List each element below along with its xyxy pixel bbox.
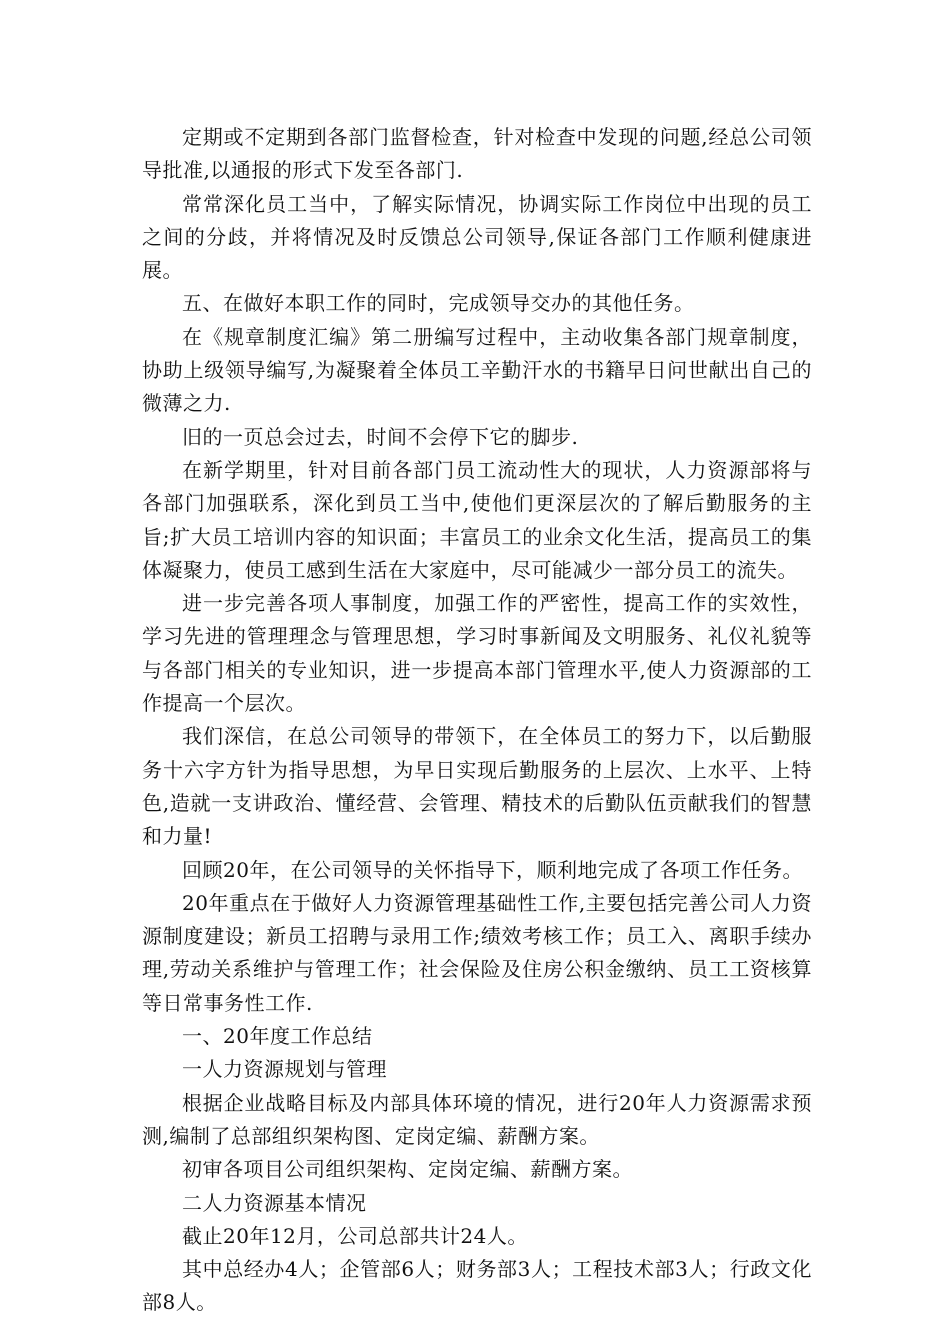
paragraph-section-five: 五、在做好本职工作的同时，完成领导交办的其他任务。	[182, 291, 695, 316]
paragraph-regulations-compilation: 在《规章制度汇编》第二册编写过程中，主动收集各部门规章制度，协助上级领导编写,为凝聚着全体员工辛勤汗水的书籍早日问世献出自己的微薄之力.	[142, 324, 812, 416]
paragraph-initial-review: 初审各项目公司组织架构、定岗定编、薪酬方案。	[182, 1157, 633, 1182]
paragraph-old-page: 旧的一页总会过去，时间不会停下它的脚步.	[182, 424, 579, 449]
paragraph-inspection: 定期或不定期到各部门监督检查，针对检查中发现的问题,经总公司领导批准,以通报的形式下发至各部门.	[142, 125, 812, 183]
heading-hr-planning: 一人力资源规划与管理	[182, 1057, 387, 1082]
paragraph-headcount-total: 截止20年12月，公司总部共计24人。	[182, 1223, 528, 1248]
paragraph-key-work: 20年重点在于做好人力资源管理基础性工作,主要包括完善公司人力资源制度建设；新员工招聘与录用工作;绩效考核工作；员工入、离职手续办理,劳动关系维护与管理工作；社会保险及住房公积金缴纳、员工工资核算等日常事务性工作.	[142, 890, 812, 1015]
paragraph-new-semester: 在新学期里，针对目前各部门员工流动性大的现状，人力资源部将与各部门加强联系，深化到员工当中,使他们更深层次的了解后勤服务的主旨;扩大员工培训内容的知识面；丰富员工的业余文化生活，提高员工的集体凝聚力，使员工感到生活在大家庭中，尽可能减少一部分员工的流失。	[142, 457, 812, 582]
document-body	[142, 121, 812, 1320]
paragraph-employee-coordination: 常常深化员工当中，了解实际情况，协调实际工作岗位中出现的员工之间的分歧，并将情况及时反馈总公司领导,保证各部门工作顺利健康进展。	[142, 191, 812, 283]
paragraph-personnel-system: 进一步完善各项人事制度，加强工作的严密性，提高工作的实效性，学习先进的管理理念与管理思想，学习时事新闻及文明服务、礼仪礼貌等与各部门相关的专业知识，进一步提高本部门管理水平,使人力资源部的工作提高一个层次。	[142, 591, 812, 716]
paragraph-headcount-breakdown: 其中总经办4人；企管部6人；财务部3人；工程技术部3人；行政文化部8人。	[142, 1257, 812, 1315]
paragraph-demand-forecast: 根据企业战略目标及内部具体环境的情况，进行20年人力资源需求预测,编制了总部组织架构图、定岗定编、薪酬方案。	[142, 1090, 812, 1148]
paragraph-belief: 我们深信，在总公司领导的带领下，在全体员工的努力下，以后勤服务十六字方针为指导思想，为早日实现后勤服务的上层次、上水平、上特色,造就一支讲政治、懂经营、会管理、精技术的后勤队伍贡献我们的智慧和力量!	[142, 724, 812, 849]
heading-annual-summary: 一、20年度工作总结	[182, 1024, 373, 1049]
heading-hr-basics: 二人力资源基本情况	[182, 1190, 367, 1215]
paragraph-review: 回顾20年，在公司领导的关怀指导下，顺利地完成了各项工作任务。	[182, 857, 803, 882]
